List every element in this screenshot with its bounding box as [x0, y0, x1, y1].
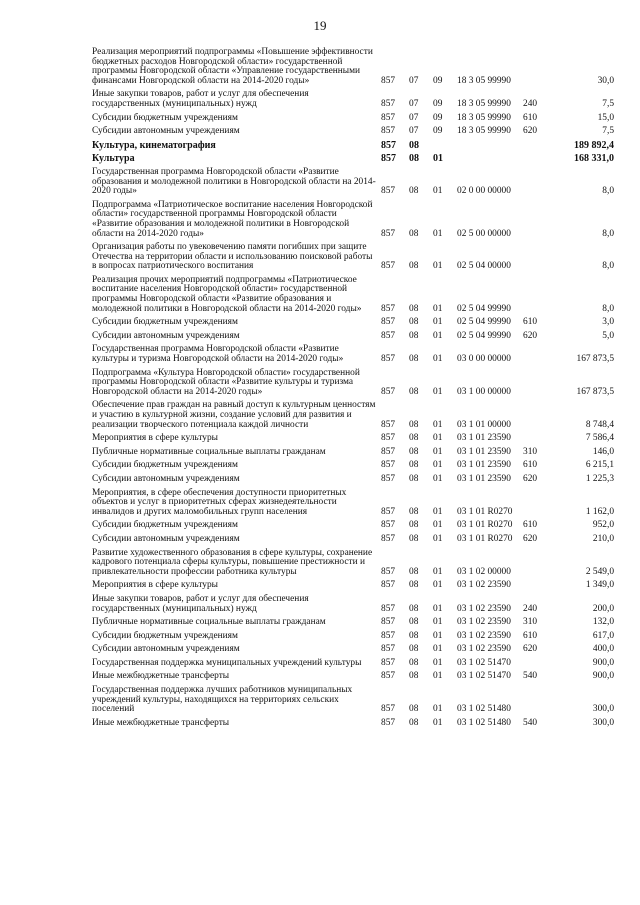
ministry-code: 857 — [381, 433, 396, 444]
ministry-code: 857 — [381, 112, 396, 123]
row-name: Субсидии бюджетным учреждениям — [92, 112, 238, 123]
section-code: 08 — [409, 580, 419, 591]
row-name: Обеспечение прав граждан на равный доступ к культурным ценностям и участию в культурной жизни, создание условий для развития и реализации творческого потенциала каждой личности — [92, 400, 376, 430]
row-name: Культура — [92, 153, 135, 165]
subsection-code: 01 — [433, 330, 443, 341]
target-item-code: 03 1 00 00000 — [457, 386, 511, 397]
amount: 900,0 — [592, 657, 614, 668]
ministry-code: 857 — [381, 671, 396, 682]
target-item-code — [457, 150, 523, 164]
section-code: 08 — [409, 671, 419, 682]
target-item-code: 03 1 01 R0270 — [457, 506, 513, 517]
row-name: Культура, кинематография — [92, 139, 216, 151]
target-item-code: 03 1 01 00000 — [457, 419, 511, 430]
section-code: 07 — [409, 75, 419, 86]
section-code: 08 — [409, 330, 419, 341]
table-row — [92, 341, 614, 364]
subsection-code: 01 — [433, 419, 443, 430]
section-code: 08 — [409, 617, 419, 628]
table-row — [92, 150, 614, 164]
table-row — [92, 164, 614, 197]
table-row — [92, 430, 614, 444]
expense-type-code: 620 — [523, 126, 538, 137]
subsection-code: 01 — [433, 533, 443, 544]
amount: 189 892,4 — [574, 139, 614, 151]
row-name: Иные закупки товаров, работ и услуг для обеспечения государственных (муниципальных) нужд — [92, 89, 309, 109]
row-name: Подпрограмма «Патриотическое воспитание населения Новгородской области» государственной программы Новгородской области «Развитие образования и молодежной политики в Новгородской области на 2014-2020 годы» — [92, 199, 373, 239]
row-name: Публичные нормативные социальные выплаты гражданам — [92, 617, 326, 628]
table-row — [92, 577, 614, 591]
row-name: Подпрограмма «Культура Новгородской области» государственной программы Новгородской области «Развитие культуры и туризма Новгородской области на 2014-2020 годы» — [92, 367, 360, 397]
section-code: 08 — [409, 506, 419, 517]
amount: 200,0 — [592, 603, 614, 614]
ministry-code: 857 — [381, 419, 396, 430]
expense-type-code: 620 — [523, 473, 538, 484]
subsection-code: 01 — [433, 317, 443, 328]
row-name: Публичные нормативные социальные выплаты гражданам — [92, 446, 326, 457]
amount: 6 215,1 — [585, 460, 614, 471]
row-name: Иные межбюджетные трансферты — [92, 717, 230, 728]
amount: 7 586,4 — [585, 433, 614, 444]
table-row — [92, 545, 614, 578]
target-item-code: 18 3 05 99990 — [457, 75, 511, 86]
section-code: 08 — [409, 354, 419, 365]
subsection-code: 09 — [433, 126, 443, 137]
expense-type-code: 620 — [523, 644, 538, 655]
section-code: 08 — [409, 717, 419, 728]
table-row — [92, 682, 614, 715]
amount: 146,0 — [592, 446, 614, 457]
section-code: 08 — [409, 433, 419, 444]
expense-type-code: 610 — [523, 112, 538, 123]
page-number: 19 — [313, 18, 327, 33]
target-item-code: 18 3 05 99990 — [457, 112, 511, 123]
expense-type-code — [523, 577, 547, 591]
section-code: 08 — [409, 644, 419, 655]
section-code: 08 — [409, 603, 419, 614]
amount: 8,0 — [602, 228, 614, 239]
section-code: 08 — [409, 186, 419, 197]
ministry-code: 857 — [381, 704, 396, 715]
section-code: 08 — [409, 630, 419, 641]
expense-type-code: 610 — [523, 630, 538, 641]
target-item-code: 03 1 02 23590 — [457, 644, 511, 655]
ministry-code: 857 — [381, 533, 396, 544]
section-code: 08 — [409, 261, 419, 272]
expense-type-code — [523, 430, 547, 444]
ministry-code: 857 — [381, 473, 396, 484]
table-row — [92, 614, 614, 628]
target-item-code: 02 5 00 00000 — [457, 228, 511, 239]
section-code: 08 — [409, 657, 419, 668]
section-code: 08 — [409, 473, 419, 484]
section-code: 08 — [409, 228, 419, 239]
section-code: 08 — [409, 520, 419, 531]
subsection-code: 01 — [433, 433, 443, 444]
subsection-code: 09 — [433, 75, 443, 86]
expense-type-code — [523, 150, 547, 164]
section-code: 08 — [409, 566, 419, 577]
table-row — [92, 123, 614, 137]
row-name: Мероприятия в сфере культуры — [92, 433, 218, 444]
row-name: Иные межбюджетные трансферты — [92, 671, 230, 682]
expense-type-code — [523, 365, 547, 398]
table-row — [92, 531, 614, 545]
table-row — [92, 397, 614, 430]
ministry-code: 857 — [381, 566, 396, 577]
amount: 3,0 — [602, 317, 614, 328]
subsection-code: 01 — [433, 446, 443, 457]
row-name: Государственная поддержка муниципальных учреждений культуры — [92, 657, 362, 668]
ministry-code: 857 — [381, 446, 396, 457]
expense-type-code — [523, 44, 547, 86]
target-item-code: 02 5 04 00000 — [457, 261, 511, 272]
row-name: Иные закупки товаров, работ и услуг для обеспечения государственных (муниципальных) нужд — [92, 593, 309, 614]
subsection-code: 09 — [433, 112, 443, 123]
subsection-code: 01 — [433, 617, 443, 628]
subsection-code: 01 — [433, 228, 443, 239]
expense-type-code — [523, 341, 547, 364]
target-item-code: 03 1 02 23590 — [457, 603, 511, 614]
table-row — [92, 44, 614, 86]
table-row — [92, 365, 614, 398]
target-item-code: 03 1 01 23590 — [457, 433, 511, 444]
table-row — [92, 444, 614, 458]
row-name: Государственная программа Новгородской области «Развитие культуры и туризма Новгородской области на 2014-2020 годы» — [92, 344, 344, 365]
table-row — [92, 485, 614, 518]
amount: 1 162,0 — [585, 506, 614, 517]
table-row — [92, 328, 614, 342]
amount: 617,0 — [592, 630, 614, 641]
expense-type-code: 310 — [523, 617, 538, 628]
amount: 952,0 — [592, 520, 614, 531]
section-code: 08 — [409, 419, 419, 430]
subsection-code: 01 — [433, 630, 443, 641]
amount: 15,0 — [597, 112, 614, 123]
expense-type-code — [523, 397, 547, 430]
section-code: 08 — [409, 533, 419, 544]
target-item-code: 02 5 04 99990 — [457, 303, 511, 314]
section-code: 08 — [409, 460, 419, 471]
subsection-code: 01 — [433, 520, 443, 531]
ministry-code: 857 — [381, 317, 396, 328]
subsection-code: 01 — [433, 506, 443, 517]
expense-type-code: 540 — [523, 671, 538, 682]
row-name: Реализация прочих мероприятий подпрограммы «Патриотическое воспитание населения Новгородской области» государственной программы Новгородской области «Развитие образования и молодежной политики в Новгородской области на 2014-2020 годы» — [92, 274, 362, 314]
subsection-code: 01 — [433, 354, 443, 365]
amount: 8 748,4 — [585, 419, 614, 430]
table-row — [92, 628, 614, 642]
section-code: 08 — [409, 317, 419, 328]
ministry-code: 857 — [381, 386, 396, 397]
ministry-code: 857 — [381, 330, 396, 341]
table-row — [92, 715, 614, 729]
expense-type-code — [523, 272, 547, 314]
target-item-code: 03 1 02 00000 — [457, 566, 511, 577]
table-row — [92, 272, 614, 314]
table-row — [92, 641, 614, 655]
row-name: Развитие художественного образования в сфере культуры, сохранение кадрового потенциала сферы культуры, повышение престижности и привлекательности профессии работника культуры — [92, 547, 373, 577]
table-row — [92, 517, 614, 531]
amount: 1 349,0 — [585, 580, 614, 591]
subsection-code: 09 — [433, 98, 443, 109]
target-item-code: 03 1 02 51470 — [457, 671, 511, 682]
ministry-code: 857 — [381, 153, 396, 165]
ministry-code: 857 — [381, 75, 396, 86]
budget-table-body — [92, 44, 614, 728]
row-name: Государственная программа Новгородской области «Развитие образования и молодежной политики в Новгородской области на 2014-2020 годы» — [92, 166, 376, 197]
expense-type-code: 540 — [523, 717, 538, 728]
table-row — [92, 668, 614, 682]
ministry-code: 857 — [381, 303, 396, 314]
subsection-code: 01 — [433, 704, 443, 715]
table-row — [92, 457, 614, 471]
table-row — [92, 197, 614, 239]
target-item-code: 03 1 01 23590 — [457, 446, 511, 457]
expense-type-code: 620 — [523, 533, 538, 544]
expense-type-code: 240 — [523, 603, 538, 614]
amount: 7,5 — [602, 98, 614, 109]
section-code: 08 — [409, 303, 419, 314]
row-name: Субсидии автономным учреждениям — [92, 644, 240, 655]
row-name: Субсидии бюджетным учреждениям — [92, 520, 238, 531]
target-item-code: 03 1 02 23590 — [457, 580, 511, 591]
expense-type-code — [523, 545, 547, 578]
table-row — [92, 110, 614, 124]
ministry-code: 857 — [381, 520, 396, 531]
amount: 5,0 — [602, 330, 614, 341]
target-item-code: 03 1 02 51480 — [457, 704, 511, 715]
row-name: Субсидии бюджетным учреждениям — [92, 317, 238, 328]
target-item-code: 02 5 04 99990 — [457, 330, 511, 341]
ministry-code: 857 — [381, 139, 396, 151]
row-name: Субсидии бюджетным учреждениям — [92, 460, 238, 471]
subsection-code: 01 — [433, 261, 443, 272]
ministry-code: 857 — [381, 98, 396, 109]
amount: 8,0 — [602, 303, 614, 314]
subsection-code: 01 — [433, 717, 443, 728]
subsection-code: 01 — [433, 657, 443, 668]
section-code: 08 — [409, 704, 419, 715]
expense-type-code: 620 — [523, 330, 538, 341]
row-name: Субсидии автономным учреждениям — [92, 330, 240, 341]
table-row — [92, 655, 614, 669]
table-row — [92, 314, 614, 328]
amount: 8,0 — [602, 186, 614, 197]
ministry-code: 857 — [381, 354, 396, 365]
amount: 168 331,0 — [574, 153, 614, 165]
subsection-code: 01 — [433, 473, 443, 484]
row-name: Мероприятия, в сфере обеспечения доступности приоритетных объектов и услуг в приоритетных сферах жизнедеятельности инвалидов и других маломобильных групп населения — [92, 487, 347, 517]
subsection-code: 01 — [433, 644, 443, 655]
amount: 132,0 — [592, 617, 614, 628]
target-item-code: 03 1 01 23590 — [457, 460, 511, 471]
row-name: Мероприятия в сфере культуры — [92, 580, 218, 591]
table-row — [92, 471, 614, 485]
expense-type-code: 240 — [523, 98, 538, 109]
table-row — [92, 239, 614, 272]
expense-type-code: 610 — [523, 317, 538, 328]
expense-type-code: 610 — [523, 520, 538, 531]
section-code: 07 — [409, 126, 419, 137]
row-name: Субсидии бюджетным учреждениям — [92, 630, 238, 641]
amount: 2 549,0 — [585, 566, 614, 577]
ministry-code: 857 — [381, 580, 396, 591]
ministry-code: 857 — [381, 617, 396, 628]
subsection-code: 01 — [433, 153, 443, 165]
amount: 1 225,3 — [585, 473, 614, 484]
amount: 167 873,5 — [576, 386, 614, 397]
expense-type-code — [523, 164, 547, 197]
target-item-code — [457, 137, 523, 151]
row-name: Государственная поддержка лучших работников муниципальных учреждений культуры, находящихся на территориях сельских поселений — [92, 685, 353, 715]
amount: 300,0 — [592, 717, 614, 728]
subsection-code — [433, 137, 457, 151]
ministry-code: 857 — [381, 186, 396, 197]
ministry-code: 857 — [381, 630, 396, 641]
amount: 8,0 — [602, 261, 614, 272]
amount: 167 873,5 — [576, 354, 614, 365]
section-code: 07 — [409, 98, 419, 109]
ministry-code: 857 — [381, 717, 396, 728]
section-code: 08 — [409, 153, 419, 165]
amount: 300,0 — [592, 704, 614, 715]
target-item-code: 03 1 01 23590 — [457, 473, 511, 484]
target-item-code: 03 1 02 23590 — [457, 617, 511, 628]
expense-type-code — [523, 197, 547, 239]
table-row — [92, 591, 614, 614]
ministry-code: 857 — [381, 603, 396, 614]
amount: 400,0 — [592, 644, 614, 655]
section-code: 08 — [409, 446, 419, 457]
ministry-code: 857 — [381, 506, 396, 517]
subsection-code: 01 — [433, 603, 443, 614]
row-name: Реализация мероприятий подпрограммы «Повышение эффективности бюджетных расходов Новгородской области» государственной программы Новгородской области «Управление государственными финансами Новгородской области на 2014-2020 годы» — [92, 47, 373, 86]
amount: 210,0 — [592, 533, 614, 544]
target-item-code: 02 0 00 00000 — [457, 186, 511, 197]
table-row — [92, 86, 614, 109]
expense-type-code: 610 — [523, 460, 538, 471]
subsection-code: 01 — [433, 186, 443, 197]
row-name: Субсидии автономным учреждениям — [92, 473, 240, 484]
target-item-code: 03 1 02 23590 — [457, 630, 511, 641]
amount: 7,5 — [602, 126, 614, 137]
subsection-code: 01 — [433, 671, 443, 682]
expense-type-code — [523, 682, 547, 715]
row-name: Организация работы по увековечению памяти погибших при защите Отечества на территории области и использованию поисковой работы в вопросах патриотического воспитания — [92, 242, 373, 272]
target-item-code: 03 1 02 51480 — [457, 717, 511, 728]
row-name: Субсидии автономным учреждениям — [92, 533, 240, 544]
section-code: 08 — [409, 139, 419, 151]
budget-table — [92, 44, 614, 728]
expense-type-code — [523, 485, 547, 518]
section-code: 08 — [409, 386, 419, 397]
expense-type-code: 310 — [523, 446, 538, 457]
ministry-code: 857 — [381, 460, 396, 471]
ministry-code: 857 — [381, 644, 396, 655]
target-item-code: 03 1 01 R0270 — [457, 520, 513, 531]
subsection-code: 01 — [433, 460, 443, 471]
ministry-code: 857 — [381, 261, 396, 272]
ministry-code: 857 — [381, 228, 396, 239]
section-code: 07 — [409, 112, 419, 123]
target-item-code: 03 1 02 51470 — [457, 657, 511, 668]
subsection-code: 01 — [433, 386, 443, 397]
target-item-code: 18 3 05 99990 — [457, 126, 511, 137]
target-item-code: 03 0 00 00000 — [457, 354, 511, 365]
subsection-code: 01 — [433, 566, 443, 577]
target-item-code: 02 5 04 99990 — [457, 317, 511, 328]
expense-type-code — [523, 239, 547, 272]
subsection-code: 01 — [433, 303, 443, 314]
amount: 900,0 — [592, 671, 614, 682]
table-row — [92, 137, 614, 151]
ministry-code: 857 — [381, 657, 396, 668]
target-item-code: 03 1 01 R0270 — [457, 533, 513, 544]
row-name: Субсидии автономным учреждениям — [92, 126, 240, 137]
subsection-code: 01 — [433, 580, 443, 591]
amount: 30,0 — [597, 75, 614, 86]
target-item-code: 18 3 05 99990 — [457, 98, 511, 109]
ministry-code: 857 — [381, 126, 396, 137]
expense-type-code — [523, 655, 547, 669]
expense-type-code — [523, 137, 547, 151]
